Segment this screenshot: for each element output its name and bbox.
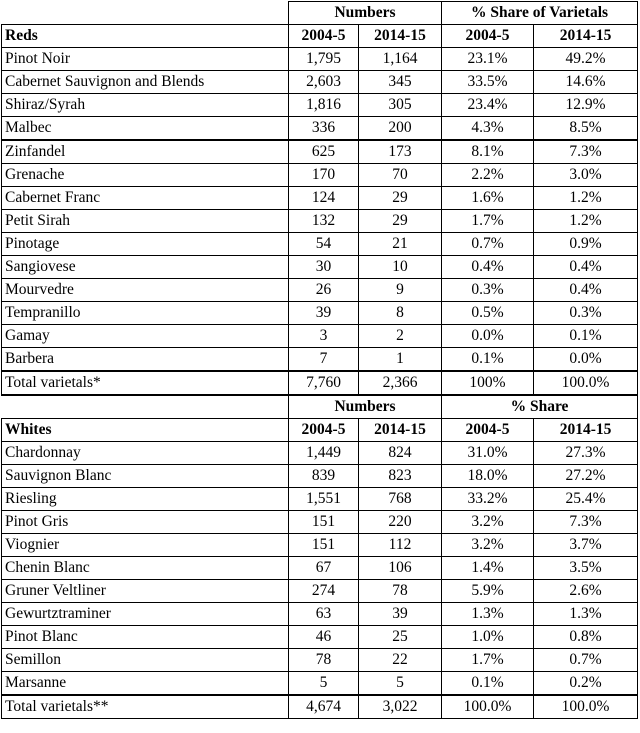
whites-cell-varietal: Gewurtztraminer	[2, 603, 289, 626]
reds-cell-numbers-2004: 2,603	[289, 71, 359, 94]
whites-table-row	[2, 626, 638, 649]
reds-cell-varietal: Mourvedre	[2, 279, 289, 302]
whites-cell-numbers-2014: 39	[359, 603, 442, 626]
whites-cell-varietal: Total varietals**	[2, 695, 289, 719]
reds-cell-share-2004: 23.1%	[442, 48, 534, 71]
whites-cell-numbers-2004: 151	[289, 534, 359, 557]
reds-cell-share-2014: 8.5%	[534, 117, 638, 141]
whites-cell-share-2004: 3.2%	[442, 534, 534, 557]
whites-cell-share-2004: 1.0%	[442, 626, 534, 649]
whites-cell-varietal: Chardonnay	[2, 442, 289, 465]
reds-cell-varietal: Grenache	[2, 164, 289, 187]
reds-cell-share-2004: 0.1%	[442, 348, 534, 372]
varietals-table	[1, 1, 638, 719]
whites-cell-share-2014: 1.3%	[534, 603, 638, 626]
reds-cell-numbers-2014: 1,164	[359, 48, 442, 71]
whites-table-row	[2, 695, 638, 719]
reds-numbers-header: Numbers	[289, 2, 442, 25]
reds-cell-varietal: Pinotage	[2, 233, 289, 256]
reds-cell-numbers-2014: 345	[359, 71, 442, 94]
reds-cell-share-2014: 12.9%	[534, 94, 638, 117]
reds-cell-varietal: Pinot Noir	[2, 48, 289, 71]
whites-cell-numbers-2014: 3,022	[359, 695, 442, 719]
reds-cell-share-2004: 0.4%	[442, 256, 534, 279]
whites-table-row	[2, 465, 638, 488]
whites-cell-varietal: Viognier	[2, 534, 289, 557]
whites-cell-share-2014: 0.7%	[534, 649, 638, 672]
reds-cell-share-2014: 100.0%	[534, 371, 638, 395]
reds-cell-share-2014: 1.2%	[534, 210, 638, 233]
reds-table-row	[2, 117, 638, 141]
whites-cell-numbers-2014: 5	[359, 672, 442, 696]
whites-table-row	[2, 511, 638, 534]
reds-cell-share-2014: 0.0%	[534, 348, 638, 372]
whites-cell-share-2004: 3.2%	[442, 511, 534, 534]
whites-cell-share-2014: 7.3%	[534, 511, 638, 534]
reds-cell-numbers-2004: 124	[289, 187, 359, 210]
whites-cell-share-2004: 33.2%	[442, 488, 534, 511]
reds-table-row	[2, 256, 638, 279]
reds-cell-share-2014: 0.4%	[534, 279, 638, 302]
whites-cell-share-2004: 1.4%	[442, 557, 534, 580]
reds-table-row	[2, 140, 638, 164]
whites-cell-numbers-2014: 106	[359, 557, 442, 580]
reds-cell-varietal: Malbec	[2, 117, 289, 141]
reds-cell-varietal: Gamay	[2, 325, 289, 348]
reds-cell-share-2004: 8.1%	[442, 140, 534, 164]
whites-cell-share-2004: 5.9%	[442, 580, 534, 603]
reds-cell-numbers-2004: 625	[289, 140, 359, 164]
reds-cell-numbers-2014: 305	[359, 94, 442, 117]
whites-cell-numbers-2004: 4,674	[289, 695, 359, 719]
whites-cell-numbers-2014: 78	[359, 580, 442, 603]
whites-table-row	[2, 672, 638, 696]
reds-table-row	[2, 302, 638, 325]
reds-share-header: % Share of Varietals	[442, 2, 638, 25]
reds-cell-numbers-2004: 1,795	[289, 48, 359, 71]
whites-cell-numbers-2004: 67	[289, 557, 359, 580]
reds-cell-varietal: Sangiovese	[2, 256, 289, 279]
whites-cell-share-2014: 25.4%	[534, 488, 638, 511]
reds-cell-share-2014: 0.4%	[534, 256, 638, 279]
reds-col-share-2014: 2014-15	[534, 25, 638, 48]
whites-cell-share-2014: 0.2%	[534, 672, 638, 696]
whites-table-row	[2, 442, 638, 465]
reds-section-label: Reds	[2, 25, 289, 48]
reds-cell-share-2014: 7.3%	[534, 140, 638, 164]
reds-cell-share-2014: 0.9%	[534, 233, 638, 256]
reds-table-row	[2, 94, 638, 117]
whites-share-header: % Share	[442, 395, 638, 419]
reds-table-row	[2, 48, 638, 71]
reds-cell-varietal: Cabernet Franc	[2, 187, 289, 210]
reds-cell-numbers-2004: 7	[289, 348, 359, 372]
reds-cell-share-2004: 0.5%	[442, 302, 534, 325]
reds-cell-share-2014: 3.0%	[534, 164, 638, 187]
reds-cell-varietal: Petit Sirah	[2, 210, 289, 233]
reds-cell-varietal: Total varietals*	[2, 371, 289, 395]
reds-corner-cell	[2, 2, 289, 25]
whites-cell-varietal: Pinot Gris	[2, 511, 289, 534]
whites-cell-varietal: Riesling	[2, 488, 289, 511]
whites-cell-numbers-2014: 25	[359, 626, 442, 649]
whites-cell-numbers-2004: 839	[289, 465, 359, 488]
reds-col-share-2004: 2004-5	[442, 25, 534, 48]
whites-cell-share-2014: 27.3%	[534, 442, 638, 465]
reds-cell-share-2004: 0.0%	[442, 325, 534, 348]
reds-cell-share-2014: 1.2%	[534, 187, 638, 210]
reds-cell-share-2004: 0.7%	[442, 233, 534, 256]
whites-cell-numbers-2004: 151	[289, 511, 359, 534]
whites-cell-numbers-2014: 220	[359, 511, 442, 534]
whites-table-row	[2, 488, 638, 511]
whites-col-numbers-2014: 2014-15	[359, 419, 442, 442]
reds-table-row	[2, 279, 638, 302]
reds-cell-share-2004: 4.3%	[442, 117, 534, 141]
varietals-table-body	[2, 2, 638, 719]
reds-cell-numbers-2004: 30	[289, 256, 359, 279]
whites-col-share-2014: 2014-15	[534, 419, 638, 442]
whites-section-label: Whites	[2, 419, 289, 442]
whites-cell-numbers-2014: 768	[359, 488, 442, 511]
whites-cell-numbers-2014: 824	[359, 442, 442, 465]
reds-cell-share-2004: 1.7%	[442, 210, 534, 233]
reds-table-row	[2, 210, 638, 233]
reds-cell-numbers-2014: 1	[359, 348, 442, 372]
reds-cell-numbers-2014: 200	[359, 117, 442, 141]
reds-cell-numbers-2004: 54	[289, 233, 359, 256]
reds-cell-share-2004: 0.3%	[442, 279, 534, 302]
whites-cell-numbers-2004: 63	[289, 603, 359, 626]
reds-cell-share-2004: 100%	[442, 371, 534, 395]
whites-col-share-2004: 2004-5	[442, 419, 534, 442]
whites-cell-share-2014: 100.0%	[534, 695, 638, 719]
whites-table-row	[2, 534, 638, 557]
reds-cell-numbers-2004: 1,816	[289, 94, 359, 117]
reds-cell-numbers-2004: 7,760	[289, 371, 359, 395]
whites-cell-numbers-2014: 112	[359, 534, 442, 557]
reds-cell-share-2004: 2.2%	[442, 164, 534, 187]
whites-cell-varietal: Pinot Blanc	[2, 626, 289, 649]
whites-cell-share-2014: 27.2%	[534, 465, 638, 488]
reds-cell-share-2014: 0.1%	[534, 325, 638, 348]
reds-cell-numbers-2004: 39	[289, 302, 359, 325]
reds-cell-varietal: Barbera	[2, 348, 289, 372]
reds-cell-numbers-2014: 2	[359, 325, 442, 348]
reds-cell-numbers-2014: 173	[359, 140, 442, 164]
whites-cell-share-2004: 0.1%	[442, 672, 534, 696]
whites-table-row	[2, 580, 638, 603]
whites-cell-share-2004: 18.0%	[442, 465, 534, 488]
reds-cell-varietal: Zinfandel	[2, 140, 289, 164]
whites-cell-numbers-2004: 1,551	[289, 488, 359, 511]
whites-cell-share-2014: 3.5%	[534, 557, 638, 580]
reds-table-row	[2, 71, 638, 94]
whites-cell-numbers-2014: 823	[359, 465, 442, 488]
whites-cell-numbers-2004: 78	[289, 649, 359, 672]
reds-cell-numbers-2014: 10	[359, 256, 442, 279]
reds-table-row	[2, 233, 638, 256]
whites-cell-numbers-2004: 5	[289, 672, 359, 696]
whites-cell-varietal: Semillon	[2, 649, 289, 672]
whites-cell-share-2014: 0.8%	[534, 626, 638, 649]
reds-table-row	[2, 371, 638, 395]
reds-col-numbers-2004: 2004-5	[289, 25, 359, 48]
whites-cell-share-2004: 1.7%	[442, 649, 534, 672]
reds-table-row	[2, 348, 638, 372]
reds-cell-numbers-2004: 3	[289, 325, 359, 348]
whites-cell-numbers-2004: 46	[289, 626, 359, 649]
reds-cell-numbers-2014: 70	[359, 164, 442, 187]
whites-cell-numbers-2014: 22	[359, 649, 442, 672]
whites-table-row	[2, 557, 638, 580]
reds-cell-numbers-2004: 170	[289, 164, 359, 187]
reds-cell-varietal: Shiraz/Syrah	[2, 94, 289, 117]
whites-cell-varietal: Chenin Blanc	[2, 557, 289, 580]
whites-cell-share-2014: 2.6%	[534, 580, 638, 603]
reds-cell-varietal: Cabernet Sauvignon and Blends	[2, 71, 289, 94]
whites-cell-share-2014: 3.7%	[534, 534, 638, 557]
reds-cell-numbers-2014: 8	[359, 302, 442, 325]
whites-cell-numbers-2004: 274	[289, 580, 359, 603]
reds-cell-share-2014: 0.3%	[534, 302, 638, 325]
whites-cell-numbers-2004: 1,449	[289, 442, 359, 465]
reds-table-row	[2, 164, 638, 187]
reds-cell-share-2004: 33.5%	[442, 71, 534, 94]
reds-table-row	[2, 325, 638, 348]
reds-cell-share-2004: 23.4%	[442, 94, 534, 117]
reds-cell-numbers-2014: 2,366	[359, 371, 442, 395]
reds-cell-numbers-2014: 21	[359, 233, 442, 256]
reds-cell-varietal: Tempranillo	[2, 302, 289, 325]
reds-cell-share-2004: 1.6%	[442, 187, 534, 210]
whites-cell-varietal: Sauvignon Blanc	[2, 465, 289, 488]
reds-group-header-row	[2, 2, 638, 25]
whites-cell-share-2004: 1.3%	[442, 603, 534, 626]
reds-cell-numbers-2014: 29	[359, 210, 442, 233]
reds-column-header-row	[2, 25, 638, 48]
reds-cell-numbers-2004: 336	[289, 117, 359, 141]
reds-col-numbers-2014: 2014-15	[359, 25, 442, 48]
reds-cell-numbers-2004: 26	[289, 279, 359, 302]
whites-table-row	[2, 649, 638, 672]
whites-column-header-row	[2, 419, 638, 442]
reds-table-row	[2, 187, 638, 210]
reds-cell-numbers-2004: 132	[289, 210, 359, 233]
whites-col-numbers-2004: 2004-5	[289, 419, 359, 442]
whites-table-row	[2, 603, 638, 626]
reds-cell-numbers-2014: 29	[359, 187, 442, 210]
whites-group-header-row	[2, 395, 638, 419]
whites-cell-share-2004: 100.0%	[442, 695, 534, 719]
whites-cell-varietal: Marsanne	[2, 672, 289, 696]
whites-corner-cell	[2, 395, 289, 419]
reds-cell-share-2014: 14.6%	[534, 71, 638, 94]
whites-numbers-header: Numbers	[289, 395, 442, 419]
whites-cell-share-2004: 31.0%	[442, 442, 534, 465]
reds-cell-share-2014: 49.2%	[534, 48, 638, 71]
reds-cell-numbers-2014: 9	[359, 279, 442, 302]
whites-cell-varietal: Gruner Veltliner	[2, 580, 289, 603]
